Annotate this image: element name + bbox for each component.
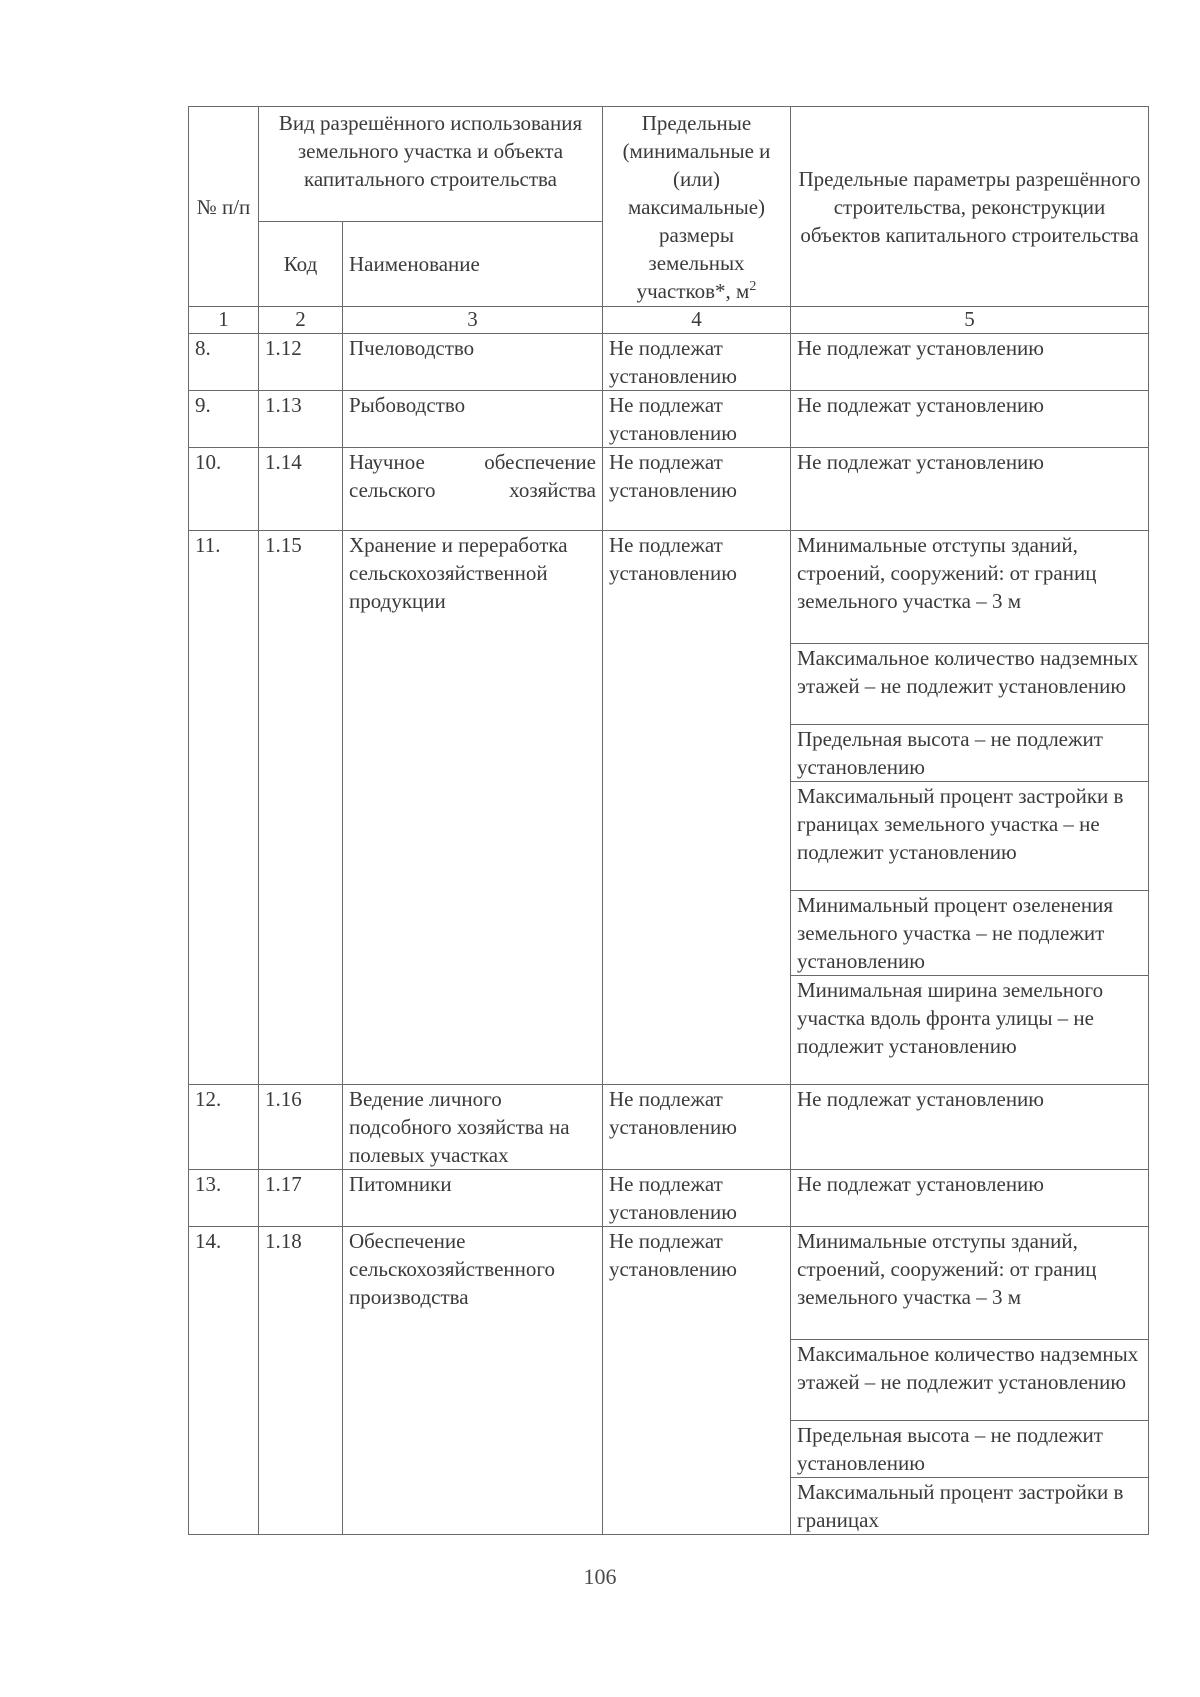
table-row [189, 391, 1149, 448]
row-code-text: 1.17 [265, 1172, 302, 1196]
table-row [189, 334, 1149, 391]
table-row [189, 1170, 1149, 1227]
row-code [259, 448, 343, 531]
row-number [189, 391, 259, 448]
row-name-text: Обеспечение сельскохозяйственного производства [349, 1229, 555, 1309]
row-size-text: Не подлежат установлению [609, 393, 737, 445]
row-name-text: Хранение и переработка сельскохозяйственной продукции [349, 533, 568, 613]
row-number-text: 8. [195, 336, 211, 360]
header-name-label: Наименование [349, 252, 480, 276]
row-number-text: 10. [195, 450, 222, 474]
row-param [791, 1170, 1149, 1227]
row-param [791, 1421, 1149, 1478]
column-number-row [189, 307, 1149, 334]
row-code [259, 1227, 343, 1535]
row-size [603, 448, 791, 531]
table-row [189, 1227, 1149, 1340]
row-name-text: Питомники [349, 1172, 452, 1196]
header-num [189, 107, 259, 307]
row-size-text: Не подлежат установлению [609, 450, 737, 502]
row-size [603, 1170, 791, 1227]
row-number [189, 448, 259, 531]
row-code-text: 1.16 [265, 1087, 302, 1111]
row-size-text: Не подлежат установлению [609, 1087, 737, 1139]
row-size [603, 1227, 791, 1535]
row-param [791, 1085, 1149, 1170]
row-param-text: Предельная высота – не подлежит установлению [797, 1423, 1103, 1475]
header-vid-label: Вид разрешённого использования земельного участка и объекта капитального строительства [278, 111, 583, 191]
row-number [189, 1085, 259, 1170]
row-param-text: Предельная высота – не подлежит установлению [797, 727, 1103, 779]
row-code [259, 1170, 343, 1227]
row-number-text: 13. [195, 1172, 222, 1196]
row-code-text: 1.12 [265, 336, 302, 360]
row-size [603, 531, 791, 1085]
row-size [603, 391, 791, 448]
table-row [189, 531, 1149, 644]
row-code [259, 391, 343, 448]
row-param-text: Не подлежат установлению [797, 1172, 1044, 1196]
column-number: 1 [189, 307, 259, 334]
row-size-text: Не подлежат установлению [609, 1172, 737, 1224]
column-number: 5 [791, 307, 1149, 334]
row-code [259, 334, 343, 391]
row-size-text: Не подлежат установлению [609, 533, 737, 585]
row-param-text: Максимальное количество надземных этажей – не подлежит установлению [797, 646, 1139, 698]
row-size-text: Не подлежат установлению [609, 336, 737, 388]
row-param [791, 334, 1149, 391]
row-param [791, 725, 1149, 782]
row-name [343, 448, 603, 531]
row-name [343, 531, 603, 1085]
row-name [343, 334, 603, 391]
row-param-text: Минимальная ширина земельного участка вдоль фронта улицы – не подлежит установлению [797, 978, 1104, 1058]
row-param-text: Минимальные отступы зданий, строений, сооружений: от границ земельного участка – 3 м [797, 1229, 1097, 1309]
land-use-table [188, 106, 1149, 1535]
row-name-text: Рыбоводство [349, 393, 466, 417]
row-param [791, 391, 1149, 448]
header-params [791, 107, 1149, 307]
header-kod-label: Код [283, 252, 318, 276]
row-number-text: 12. [195, 1087, 222, 1111]
column-number: 3 [343, 307, 603, 334]
row-param [791, 448, 1149, 531]
row-param-text: Максимальный процент застройки в границах земельного участка – не подлежит установлению [797, 784, 1124, 864]
row-param [791, 531, 1149, 644]
table-header-row [189, 107, 1149, 222]
column-number: 2 [259, 307, 343, 334]
row-name [343, 1085, 603, 1170]
row-size [603, 1085, 791, 1170]
row-name-text: Научное обеспечение сельского хозяйства [349, 450, 596, 502]
row-code-text: 1.18 [265, 1229, 302, 1253]
header-num-label: № п/п [196, 194, 251, 219]
header-vid [259, 107, 603, 222]
row-number-text: 14. [195, 1229, 222, 1253]
row-param-text: Не подлежат установлению [797, 393, 1044, 417]
row-param-text: Минимальный процент озеленения земельного участка – не подлежит установлению [797, 893, 1114, 973]
row-name [343, 1170, 603, 1227]
row-code [259, 531, 343, 1085]
row-name [343, 391, 603, 448]
row-param [791, 1227, 1149, 1340]
row-param-text: Не подлежат установлению [797, 450, 1044, 474]
row-number [189, 1170, 259, 1227]
row-param-text: Не подлежат установлению [797, 1087, 1044, 1111]
row-param-text: Не подлежат установлению [797, 336, 1044, 360]
header-params-label: Предельные параметры разрешённого строительства, реконструкции объектов капитального строительства [798, 166, 1141, 247]
row-param [791, 1340, 1149, 1421]
row-code-text: 1.14 [265, 450, 302, 474]
page-number: 106 [583, 1564, 617, 1589]
row-param [791, 782, 1149, 891]
row-number [189, 531, 259, 1085]
row-name-text: Ведение личного подсобного хозяйства на полевых участках [349, 1087, 570, 1167]
header-kod [259, 222, 343, 307]
row-name [343, 1227, 603, 1535]
row-number [189, 334, 259, 391]
table-row [189, 448, 1149, 531]
row-param [791, 891, 1149, 976]
row-param-text: Минимальные отступы зданий, строений, сооружений: от границ земельного участка – 3 м [797, 533, 1097, 613]
column-number: 4 [603, 307, 791, 334]
row-number [189, 1227, 259, 1535]
header-name [343, 222, 603, 307]
row-code [259, 1085, 343, 1170]
row-param-text: Максимальное количество надземных этажей – не подлежит установлению [797, 1342, 1139, 1394]
row-param [791, 976, 1149, 1085]
header-size-sup: 2 [749, 279, 757, 294]
row-name-text: Пчеловодство [349, 336, 475, 360]
row-number-text: 9. [195, 393, 211, 417]
row-param [791, 644, 1149, 725]
row-param [791, 1478, 1149, 1535]
row-size [603, 334, 791, 391]
row-param-text: Максимальный процент застройки в границах [797, 1480, 1124, 1532]
table-row [189, 1085, 1149, 1170]
row-number-text: 11. [195, 533, 221, 557]
header-size-label: Предельные (минимальные и (или) максимальные) размеры земельных участков*, м [622, 111, 771, 303]
header-size [603, 107, 791, 307]
row-size-text: Не подлежат установлению [609, 1229, 737, 1281]
row-code-text: 1.15 [265, 533, 302, 557]
row-code-text: 1.13 [265, 393, 302, 417]
